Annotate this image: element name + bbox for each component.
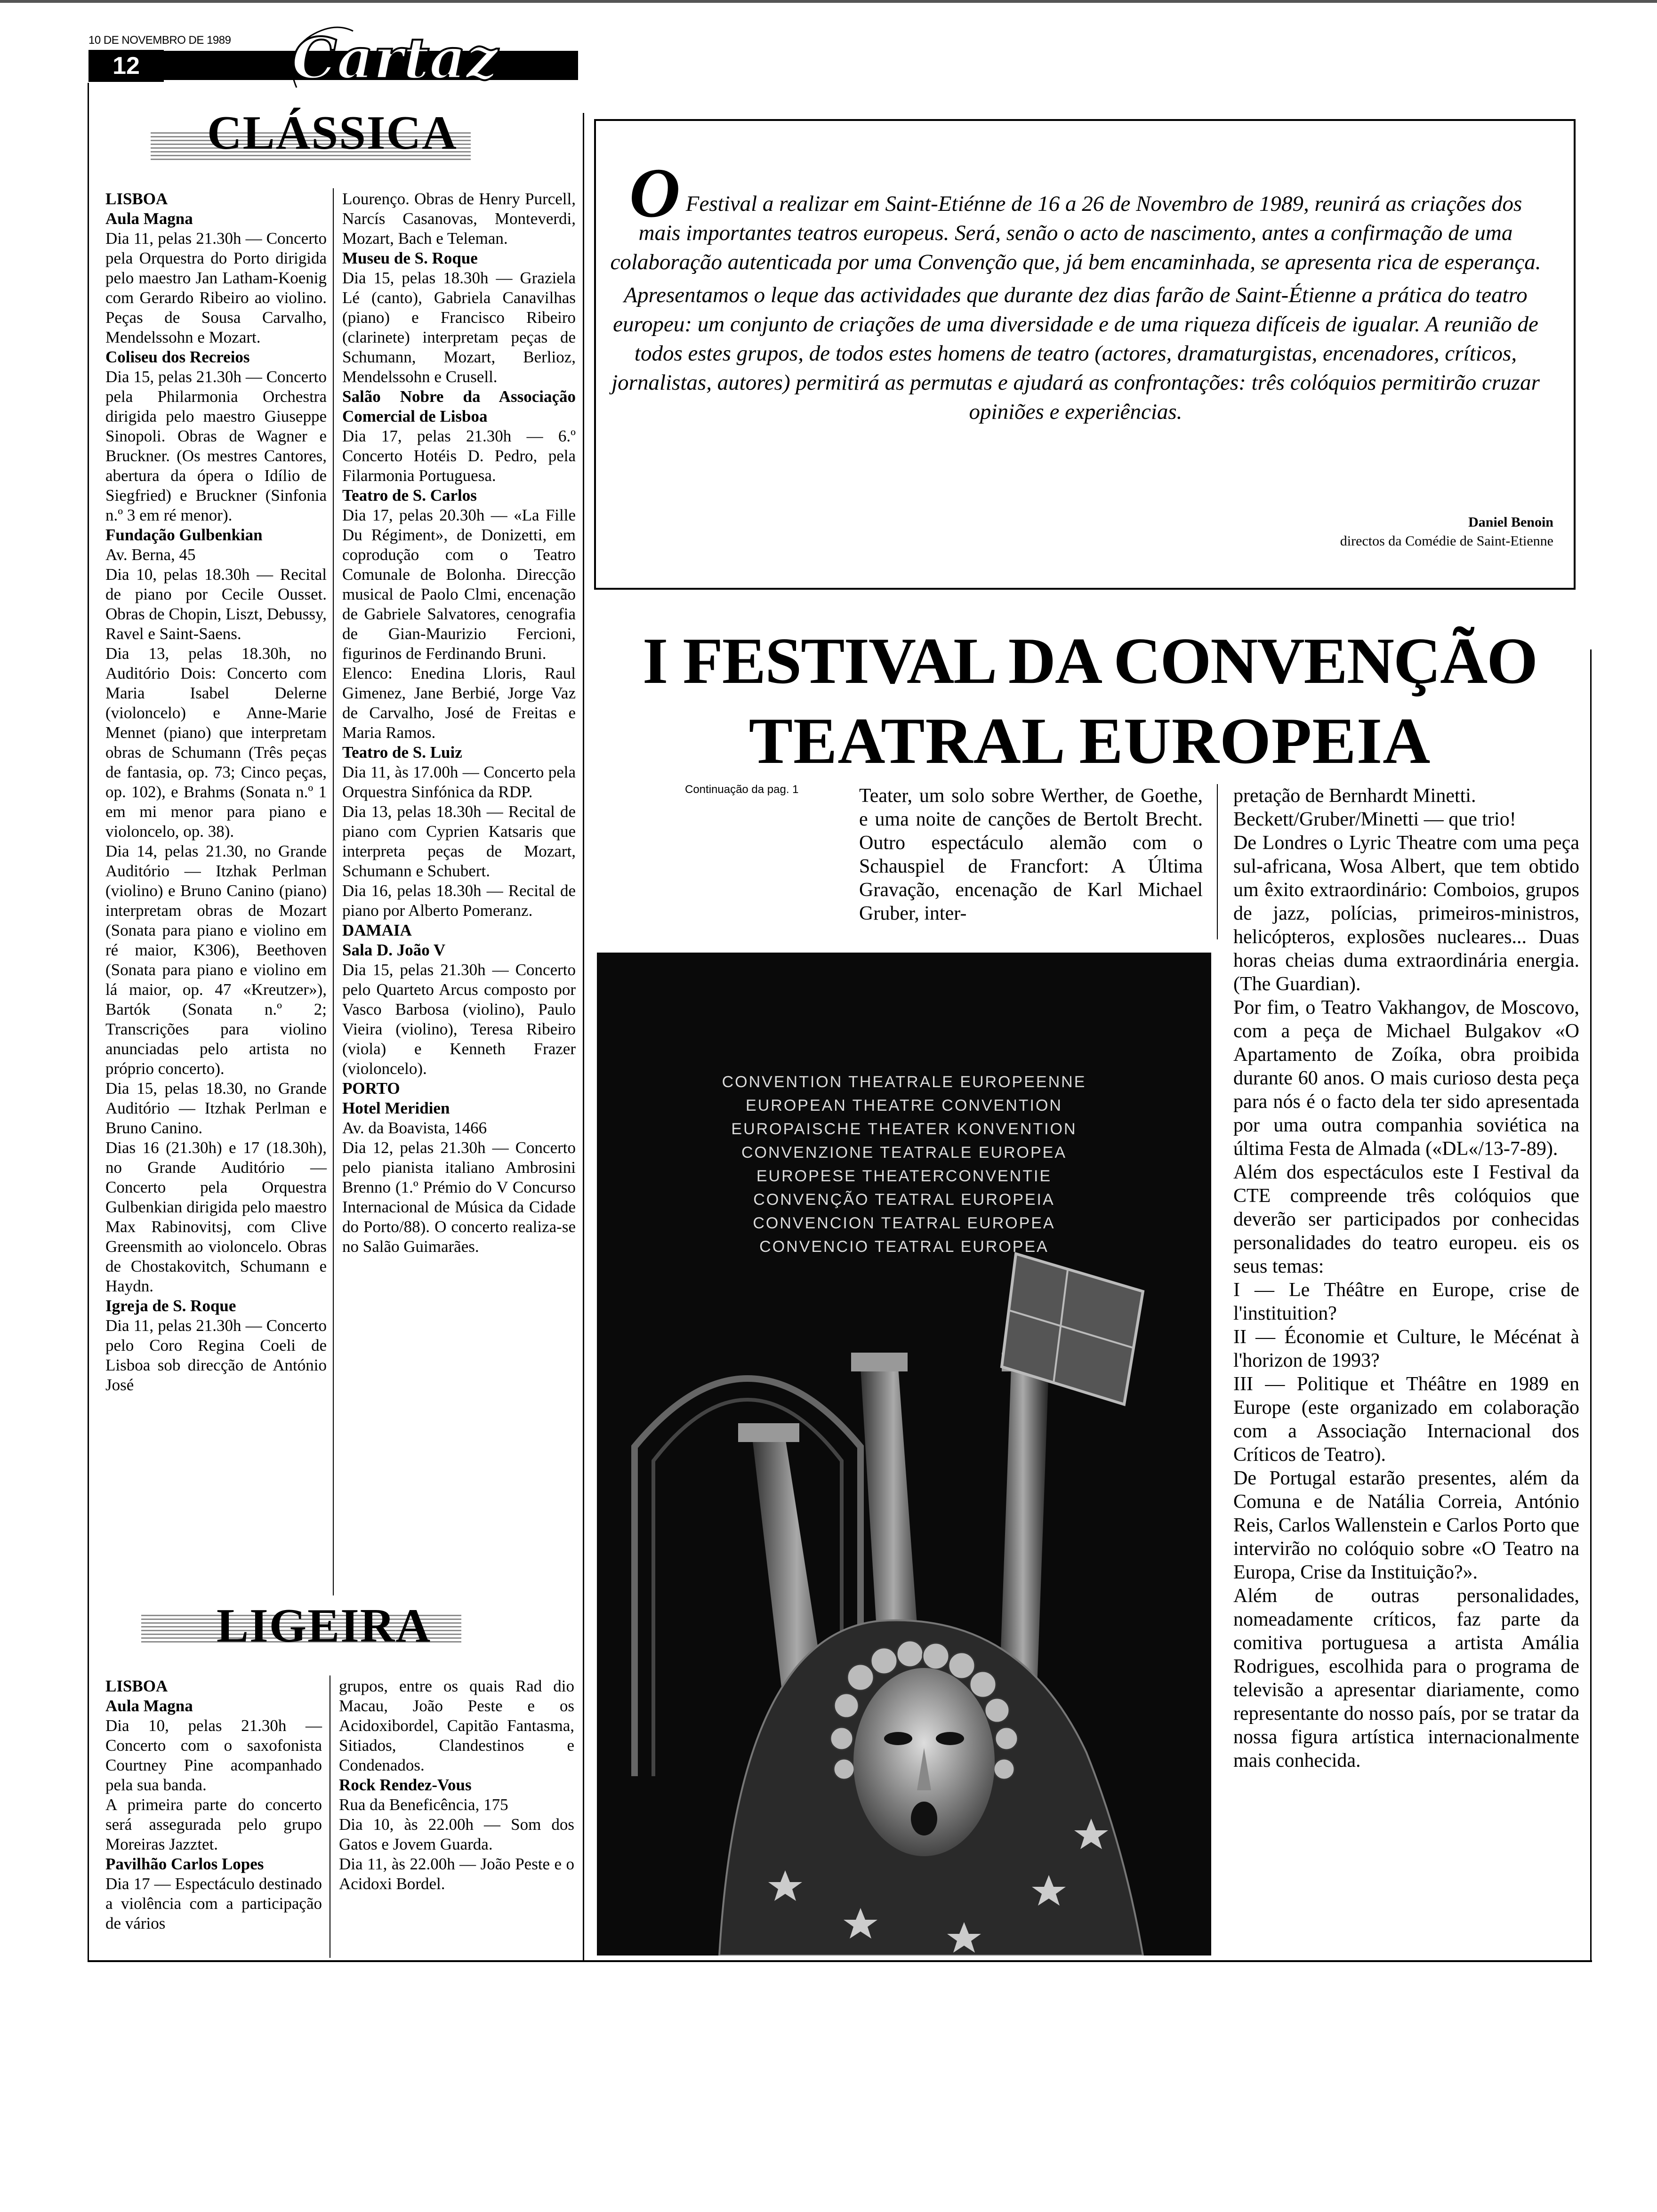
poster-image — [597, 953, 1211, 1956]
listing-venue-heading: Rock Rendez-Vous — [339, 1776, 472, 1794]
poster-line: EUROPESE THEATERCONVENTIE — [756, 1167, 1052, 1185]
classica-column-divider — [333, 188, 334, 1595]
listing-entry: Dia 15, pelas 18.30h — Graziela Lé (canto), Gabriela Canavilhas (piano) e Francisco Ribeiro (clarinete) interpretam peças de Schumann, Mozart, Berlioz, Mendelssohn e Crusell. — [342, 269, 576, 386]
listing-continuation: Elenco: Enedina Lloris, Raul Gimenez, Jane Berbié, Jorge Vaz de Carvalho, José de Freitas e Maria Ramos. — [342, 664, 576, 742]
listing-entry: De Portugal estarão presentes, além da Comuna e de Natália Correia, António Reis, Carlos Wallenstein e Carlos Porto que intervirão no colóquio sobre «O Teatro na Europa, Crise da Instituição?». — [1233, 1467, 1579, 1583]
intro-drop-cap: O — [629, 154, 680, 232]
listing-venue-heading: DAMAIA — [342, 921, 412, 939]
headline-line-1: I FESTIVAL DA CONVENÇÃO — [642, 625, 1537, 697]
listing-venue-heading: Aula Magna — [105, 1697, 193, 1715]
ligeira-column-2 — [339, 1676, 574, 1894]
listing-entry: Dia 13, pelas 18.30h — Recital de piano com Cyprien Katsaris que interpreta peças de Mozart, Schumann e Schubert. — [342, 802, 576, 880]
listing-entry: Dia 15, pelas 21.30h — Concerto pela Philarmonia Orchestra dirigida pelo maestro Giuseppe Sinopoli. Obras de Wagner e Bruckner. (Os mestres Cantores, abertura da ópera o Idílio de Siegfried) e Bruckner (Sinfonia n.º 3 em ré menor). — [105, 368, 327, 524]
listing-entry: Dia 15, pelas 21.30h — Concerto pelo Quarteto Arcus composto por Vasco Barbosa (violino), Paulo Vieira (violino), Teresa Ribeiro (viola) e Kenneth Frazer (violoncelo). — [342, 961, 576, 1078]
listing-entry: Além dos espectáculos este I Festival da CTE compreende três colóquios que deverão ser participados por conhecidas personalidades do teatro europeu. eis os seus temas: — [1233, 1162, 1579, 1277]
ligeira-heading: LIGEIRA — [217, 1599, 432, 1652]
article-right-border — [1590, 649, 1592, 1960]
listing-address: Rua da Beneficência, 175 — [339, 1795, 508, 1814]
classica-heading: CLÁSSICA — [207, 106, 458, 160]
listing-venue-heading: Coliseu dos Recreios — [105, 348, 250, 366]
poster-line: CONVENÇÃO TEATRAL EUROPEIA — [753, 1191, 1055, 1209]
listing-entry: Dia 11, às 22.00h — João Peste e o Acidoxi Bordel. — [339, 1855, 574, 1893]
listing-entry: Dia 15, pelas 18.30, no Grande Auditório — Itzhak Perlman e Bruno Canino. — [105, 1079, 327, 1137]
headline-line-2: TEATRAL EUROPEIA — [748, 705, 1431, 777]
continued-note: Continuação da pag. 1 — [685, 783, 799, 796]
listing-entry: Dia 17, pelas 21.30h — 6.º Concerto Hotéis D. Pedro, pela Filarmonia Portuguesa. — [342, 427, 576, 485]
listing-entry: Dia 13, pelas 18.30h, no Auditório Dois: Concerto com Maria Isabel Delerne (violoncelo) e Anne-Marie Mennet (piano) que interpretam obras de Schumann (Três peças de fantasia, op. 73; Cinco peças, op. 102), e Brahms (Sonata n.º 1 em mi menor para piano e violoncelo, op. 38). — [105, 644, 327, 841]
poster-line: EUROPEAN THEATRE CONVENTION — [746, 1097, 1062, 1114]
poster-line: EUROPAISCHE THEATER KONVENTION — [731, 1120, 1077, 1138]
classica-column-1 — [105, 189, 327, 1395]
ligeira-column-1 — [105, 1676, 322, 1933]
listing-address: Av. Berna, 45 — [105, 545, 196, 564]
intro-text — [607, 154, 1544, 430]
listing-entry: De Londres o Lyric Theatre com uma peça sul-africana, Wosa Albert, que tem obtido um êxito extraordinário: Comboios, grupos de jazz, polícias, primeiros-ministros, helicópteros, explosões nucleares... Duas horas cheias duma extraordinária energia. (The Guardian). — [1233, 832, 1579, 995]
top-rule — [0, 0, 1657, 3]
listing-entry: Dia 11, pelas 21.30h — Concerto pelo Coro Regina Coeli de Lisboa sob direcção de António José — [105, 1316, 327, 1394]
listing-continuation: grupos, entre os quais Rad dio Macau, João Peste e os Acidoxibordel, Capitão Fantasma, Sitiados, Clandestinos e Condenados. — [339, 1677, 574, 1774]
listing-venue-heading: Salão Nobre da Associação Comercial de Lisboa — [342, 387, 576, 425]
intro-paragraph-1: Festival a realizar em Saint-Etiénne de 16 a 26 de Novembro de 1989, reunirá as criações dos mais importantes teatros europeus. Será, senão o acto de nascimento, antes a confirmação de uma colaboração autenticada por uma Convenção que, já bem encaminhada, se apresenta rica de esperança. — [610, 192, 1541, 274]
listing-venue-heading: LISBOA — [105, 190, 168, 208]
poster-line: CONVENTION THEATRALE EUROPEENNE — [722, 1073, 1086, 1091]
poster-line: CONVENCIO TEATRAL EUROPEA — [759, 1238, 1049, 1256]
listing-venue-heading: Pavilhão Carlos Lopes — [105, 1855, 264, 1873]
poster-line: CONVENZIONE TEATRALE EUROPEA — [741, 1144, 1067, 1162]
listing-entry: Dia 11, pelas 21.30h — Concerto pela Orquestra do Porto dirigida pelo maestro Jan Latham-Koenig com Gerardo Ribeiro ao violino. Peças de Sousa Carvalho, Mendelssohn e Mozart. — [105, 229, 327, 346]
listing-entry: Por fim, o Teatro Vakhangov, de Moscovo, com a peça de Michael Bulgakov «O Apartamento de Zoíka, obra proibida durante 60 anos. O mais curioso desta peça para nós é o facto dela ter sido apresentada por uma outra companhia soviética na última Festa de Almada («DL«/13-7-89). — [1233, 997, 1579, 1160]
intro-paragraph-2: Apresentamos o leque das actividades que durante dez dias farão de Saint-Étienne a prática do teatro europeu: um conjunto de criações de uma diversidade e de uma riqueza difíceis de igualar. A reunião de todos estes grupos, de todos estes homens de teatro (actores, dramaturgistas, encenadores, críticos, jornalistas, autores) permitirá as permutas e ajudará as confrontações: três colóquios permitirão cruzar opiniões e experiências. — [611, 283, 1540, 424]
listing-venue-heading: Teatro de S. Carlos — [342, 486, 477, 505]
signature — [1224, 513, 1553, 551]
listing-venue-heading: Aula Magna — [105, 209, 193, 228]
listing-venue-heading: Teatro de S. Luiz — [342, 743, 462, 761]
listing-entry: Dia 10, pelas 21.30h — Concerto com o saxofonista Courtney Pine acompanhado pela sua banda. — [105, 1716, 322, 1794]
classica-right-border — [583, 113, 584, 1960]
listing-entry: Dia 16, pelas 18.30h — Recital de piano por Alberto Pomeranz. — [342, 882, 576, 920]
masthead-date: 10 DE NOVEMBRO DE 1989 — [88, 34, 231, 47]
listing-venue-heading: Fundação Gulbenkian — [105, 526, 263, 544]
listing-venue-heading: PORTO — [342, 1079, 400, 1098]
listing-venue-heading: Igreja de S. Roque — [105, 1297, 236, 1315]
page-number: 12 — [88, 50, 164, 82]
listing-entry: Dia 11, às 17.00h — Concerto pela Orquestra Sinfónica da RDP. — [342, 763, 576, 801]
listing-entry: III — Politique et Théâtre en 1989 en Europe (este organizado em colaboração com a Associação Internacional dos Críticos de Teatro). — [1233, 1373, 1579, 1466]
listing-continuation: Lourenço. Obras de Henry Purcell, Narcís Casanovas, Monteverdi, Mozart, Bach e Teleman. — [342, 190, 576, 248]
left-rule — [88, 83, 89, 1961]
listing-entry: Dia 17, pelas 20.30h — «La Fille Du Régiment», de Donizetti, em coprodução com o Teatro Comunale de Bolonha. Direcção musical de Paolo Clmi, encenação de Gabriele Salvatores, cenografia de Gian-Maurizio Fercioni, figurinos de Ferdinando Bruni. — [342, 506, 576, 663]
bottom-rule — [88, 1960, 1592, 1962]
signature-name: Daniel Benoin — [1468, 514, 1553, 530]
listing-entry: Dias 16 (21.30h) e 17 (18.30h), no Grande Auditório — Concerto pela Orquestra Gulbenkian dirigida pelo maestro Max Rabinovitsj, com Clive Greensmith ao violoncelo. Obras de Chostakovitch, Schumann e Haydn. — [105, 1138, 327, 1295]
listing-entry: Além de outras personalidades, nomeadamente críticos, faz parte da comitiva portuguesa a artista Amália Rodrigues, escolhida para o programa de televisão a apresentar diariamente, como representante do nosso país, por se tratar da nossa figura artística internacionalmente mais conhecida. — [1233, 1585, 1579, 1771]
listing-venue-heading: Hotel Meridien — [342, 1099, 450, 1117]
listing-entry: Dia 12, pelas 21.30h — Concerto pelo pianista italiano Ambrosini Brenno (1.º Prémio do V Concurso Internacional de Música da Cidade do Porto/88). O concerto realiza-se no Salão Guimarães. — [342, 1138, 576, 1256]
listing-entry: A primeira parte do concerto será assegurada pelo grupo Moreiras Jazztet. — [105, 1795, 322, 1853]
listing-entry: Beckett/Gruber/Minetti — que trio! — [1233, 809, 1516, 830]
cartaz-logo-text: Cartaz — [292, 25, 498, 92]
listing-venue-heading: Sala D. João V — [342, 941, 446, 959]
listing-venue-heading: Museu de S. Roque — [342, 249, 478, 267]
listing-entry: Dia 10, pelas 18.30h — Recital de piano por Cecile Ousset. Obras de Chopin, Liszt, Debussy, Ravel e Saint-Saens. — [105, 565, 327, 643]
listing-entry: Dia 17 — Espectáculo destinado a violência com a participação de vários — [105, 1875, 322, 1932]
article-column-divider — [1217, 784, 1218, 939]
listing-entry: Dia 14, pelas 21.30, no Grande Auditório — Itzhak Perlman (violino) e Bruno Canino (piano) interpretam obras de Mozart (Sonata para piano e violino em ré maior, K306), Beethoven (Sonata para piano e violino em lá maior, op. 47 «Kreutzer»), Bartók (Sonata n.º 2; Transcrições para violino anunciadas pelo artista no próprio concerto). — [105, 842, 327, 1078]
cartaz-logo — [278, 17, 541, 92]
listing-address: Av. da Boavista, 1466 — [342, 1119, 487, 1137]
listing-continuation: pretação de Bernhardt Minetti. — [1233, 785, 1476, 807]
article-column-a: Teater, um solo sobre Werther, de Goethe, e uma noite de canções de Bertolt Brecht. Outro espectáculo alemão com o Schauspiel de Francfort: A Última Gravação, encenação de Karl Michael Gruber, inter- — [859, 785, 1203, 924]
listing-entry: I — Le Théâtre en Europe, crise de l'instituition? — [1233, 1279, 1579, 1324]
signature-title: directos da Comédie de Saint-Etienne — [1340, 533, 1553, 549]
listing-entry: Dia 10, às 22.00h — Som dos Gatos e Jovem Guarda. — [339, 1815, 574, 1853]
classica-column-2 — [342, 189, 576, 1257]
listing-venue-heading: LISBOA — [105, 1677, 168, 1695]
theatre-mask-icon — [597, 953, 1211, 1956]
poster-line: CONVENCION TEATRAL EUROPEA — [753, 1214, 1055, 1232]
listing-entry: II — Économie et Culture, le Mécénat à l'horizon de 1993? — [1233, 1326, 1579, 1371]
article-column-b — [1233, 784, 1579, 1772]
